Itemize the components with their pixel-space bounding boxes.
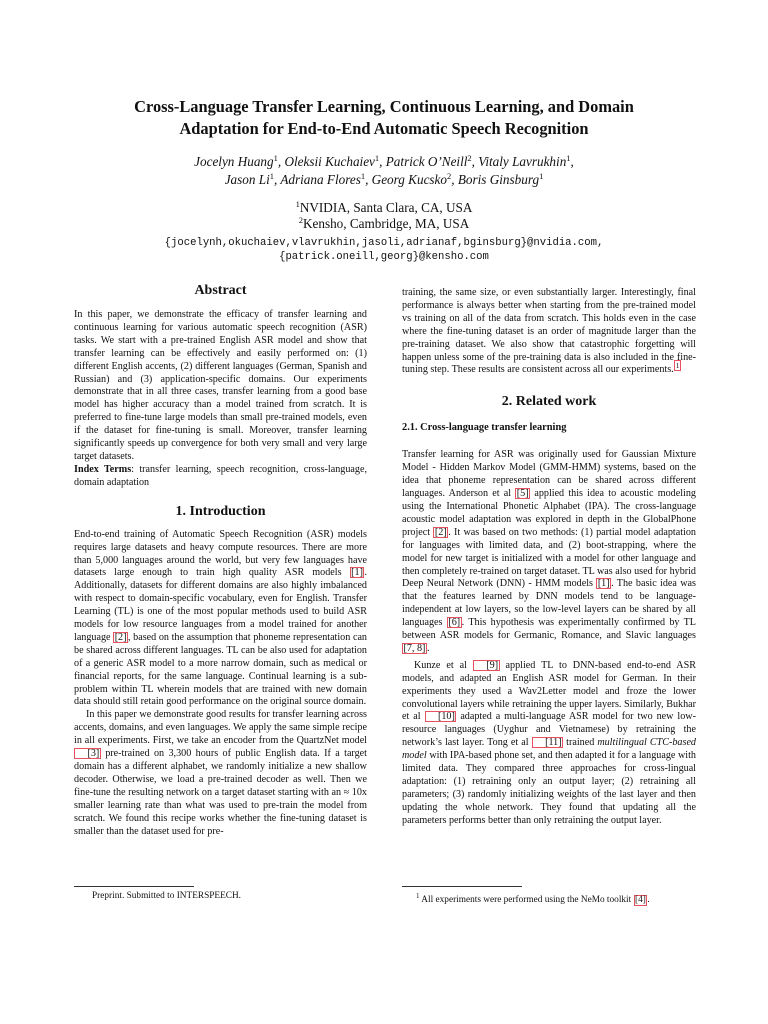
citation-link[interactable]: [11] <box>532 737 564 748</box>
citation-link[interactable]: [9] <box>473 660 500 671</box>
affiliation-1: $^1$NVIDIA, Santa Clara, CA, USA <box>295 199 473 215</box>
affiliation-2: $^2$Kensho, Cambridge, MA, USA <box>298 215 470 231</box>
citation-link[interactable]: [2] <box>434 526 447 538</box>
author: Adriana Flores <box>280 171 361 187</box>
author-affil-mark: 1 <box>273 153 278 163</box>
footnote-left: Preprint. Submitted to INTERSPEECH. <box>92 891 242 901</box>
authors-line-1: Jocelyn Huang$^1$, Oleksii Kuchaiev$^1$, Patrick O’Neill$^2$, Vitaly Lavrukhin$^1$, <box>194 153 574 169</box>
author: Patrick O’Neill <box>385 154 468 169</box>
author-affil-mark: 2 <box>467 153 472 163</box>
author: Jocelyn Huang <box>194 154 274 169</box>
footnote-rule-right <box>402 886 522 887</box>
affiliations <box>60 200 708 232</box>
footnote-right: $^1$ All experiments were performed using the NeMo toolkit [4] . <box>416 892 650 906</box>
title-line-2: Adaptation for End-to-End Automatic Speech Recognition <box>179 119 589 138</box>
author-affil-mark: 1 <box>566 153 571 163</box>
author: Georg Kucsko <box>371 171 447 187</box>
paper-title <box>60 96 708 140</box>
footnote-rule-left <box>74 886 194 887</box>
email-line-2: {patrick.oneill,georg}@kensho.com <box>279 251 489 263</box>
related-paragraph-2: Kunze et al [9] applied TL to DNN-based end-to-end ASR models, and adapted an English ASR model for German. In their experiments they used a Wav2Letter model and froze the lower convolutional layers while retraining the upper layers. Similarly, Bukhar et al [10] adapted a multi-language ASR model for two new low-resource languages (Uyghur and Vietnamese) by retraining the network’s last layer. Tong et al [11] trained multilingual CTC-based model with IPA-based phone set, and then adapted it for a language with limited data. They compared three approaches for cross-lingual adaptation: (1) retraining only an output layer; (2) retraining all parameters; (3) randomly initializing weights of the last layer and then updating the whole network. They found that updating all the parameters performs better than only retraining the output layer. <box>402 659 696 826</box>
subsection-heading: 2.1. Cross-language transfer learning <box>402 422 567 434</box>
author: Jason Li <box>224 171 270 187</box>
author-affil-mark: 2 <box>447 170 452 181</box>
citation-link[interactable]: [10] <box>425 711 457 722</box>
related-paragraph-1: Transfer learning for ASR was originally used for Gaussian Mixture Model - Hidden Markov Model (GMM-HMM) systems, based on the idea that phoneme representation can be shared across different languages. Anderson et al [5] applied this idea to acoustic modeling using the International Phonetic Alphabet (IPA). The cross-language acoustic model adaptation was explored in depth in the GlobalPhone project [2] . It was based on two methods: (1) partial model adaptation for languages with limited data, and (2) boot-strapping, where the model for new target is initialized with a model for other language and then completely re-trained on target dataset. TL was also used for hybrid Deep Neural Network (DNN) - HMM models [1] . The basic idea was that the features learned by DNN models tend to be language-independent at low layers, so the low-level layers can be shared by all languages [6] . This hypothesis was experimentally confirmed by TL between ASR models for Germanic, Romance, and Slavic languages [7, 8] . <box>402 449 696 654</box>
related-work-heading: 2. Related work <box>501 394 597 410</box>
citation-link[interactable]: [3] <box>74 748 101 759</box>
index-terms-text: : transfer learning, speech recognition, cross-language, domain adaptation <box>74 463 367 488</box>
author-emails <box>60 236 708 264</box>
author-list <box>60 153 708 188</box>
citation-link[interactable]: [6] <box>448 617 461 629</box>
author-affil-mark: 1 <box>374 153 380 163</box>
intro-paragraph-2: In this paper we demonstrate good results for transfer learning across accents, domains, and even languages. We apply the same simple recipe in all experiments. First, we take an encoder from the QuartzNet model [3] pre-trained on 3,300 hours of public English data. If a target domain has a different alphabet, we randomly initialize a new shallow decoder. Otherwise, we load a pre-trained decoder as well. Then we fine-tune the resulting network on a target dataset starting with an ≈ 10x smaller learning rate than what was used to pre-train the model from scratch. We found this recipe works whether the fine-tuning dataset is smaller than the dataset used for pre- <box>74 709 367 837</box>
intro-continuation: training, the same size, or even substantially larger. Interestingly, final performance is always better when starting from the pre-trained model vs training on all of the data from scratch. This holds even in the case where the fine-tuning dataset is an order of magnitude larger than the pre-training dataset. We also show that catastrophic forgetting will happen unless some of the pre-training data is also included in the fine-tuning step. These results are consistent across all our experiments. $^1$ <box>402 287 696 376</box>
author: Oleksii Kuchaiev <box>284 154 375 169</box>
email-line-1: {jocelynh,okuchaiev,vlavrukhin,jasoli,adrianaf,bginsburg}@nvidia.com, <box>164 237 604 249</box>
citation-link[interactable]: [2] <box>114 631 127 643</box>
author: Boris Ginsburg <box>457 171 540 187</box>
index-terms-label: Index Terms <box>74 463 132 475</box>
intro-paragraph-1: End-to-end training of Automatic Speech Recognition (ASR) models requires large datasets and heavy compute resources. There are more than 5,000 languages around the world, but very few languages have datasets large enough to train high quality ASR models [1] . Additionally, datasets for different domains are also highly imbalanced with respect to domain-specific vocabulary, even for English. Transfer Learning (TL) is one of the most popular methods used to build ASR models for low resource languages from a model trained for another language [2] , based on the assumption that phoneme representation can be shared across different languages. TL can be also used for adaptation of a generic ASR model to a more narrow domain, such as medical or financial reports, for the same language. Continual learning is a sub-problem within TL wherein models that are trained with new domain data should still retain good performance on the original source domain. <box>74 528 367 708</box>
abstract-text: In this paper, we demonstrate the efficacy of transfer learning and continuous learning for various automatic speech recognition (ASR) tasks. We start with a pre-trained English ASR model and show that transfer learning can be effectively and easily performed on: (1) different English accents, (2) different languages (German, Spanish and Russian) and (3) application-specific domains. Our experiments demonstrate that in all three cases, transfer learning from a good base model has higher accuracy than a model trained from scratch. It is preferred to fine-tune large models than small pre-trained models, even if the dataset for fine-tuning is small. Moreover, transfer learning significantly speeds up convergence for both very small and very large target datasets. Index Terms: transfer learning, speech recognition, cross-language, domain adaptation <box>74 309 367 488</box>
left-column <box>74 282 367 838</box>
citation-link[interactable]: [1] <box>597 578 610 590</box>
author-affil-mark: 1 <box>539 170 544 181</box>
citation-link[interactable]: [7, 8] <box>403 642 426 654</box>
footnote-link[interactable]: 1 <box>675 361 680 371</box>
abstract-heading: Abstract <box>194 283 247 298</box>
author: Vitaly Lavrukhin <box>478 154 567 169</box>
citation-link[interactable]: [5] <box>516 488 529 500</box>
author-affil-mark: 1 <box>360 170 366 181</box>
right-column <box>402 287 696 828</box>
author-affil-mark: 1 <box>269 170 274 181</box>
title-line-1: Cross-Language Transfer Learning, Continuous Learning, and Domain <box>134 97 634 116</box>
authors-line-2: Jason Li$^1$, Adriana Flores$^1$, Georg Kucsko$^2$, Boris Ginsburg$^1$ <box>224 170 544 187</box>
intro-heading: 1. Introduction <box>175 503 266 519</box>
citation-link[interactable]: [4] <box>635 895 646 906</box>
citation-link[interactable]: [1] <box>351 567 363 579</box>
